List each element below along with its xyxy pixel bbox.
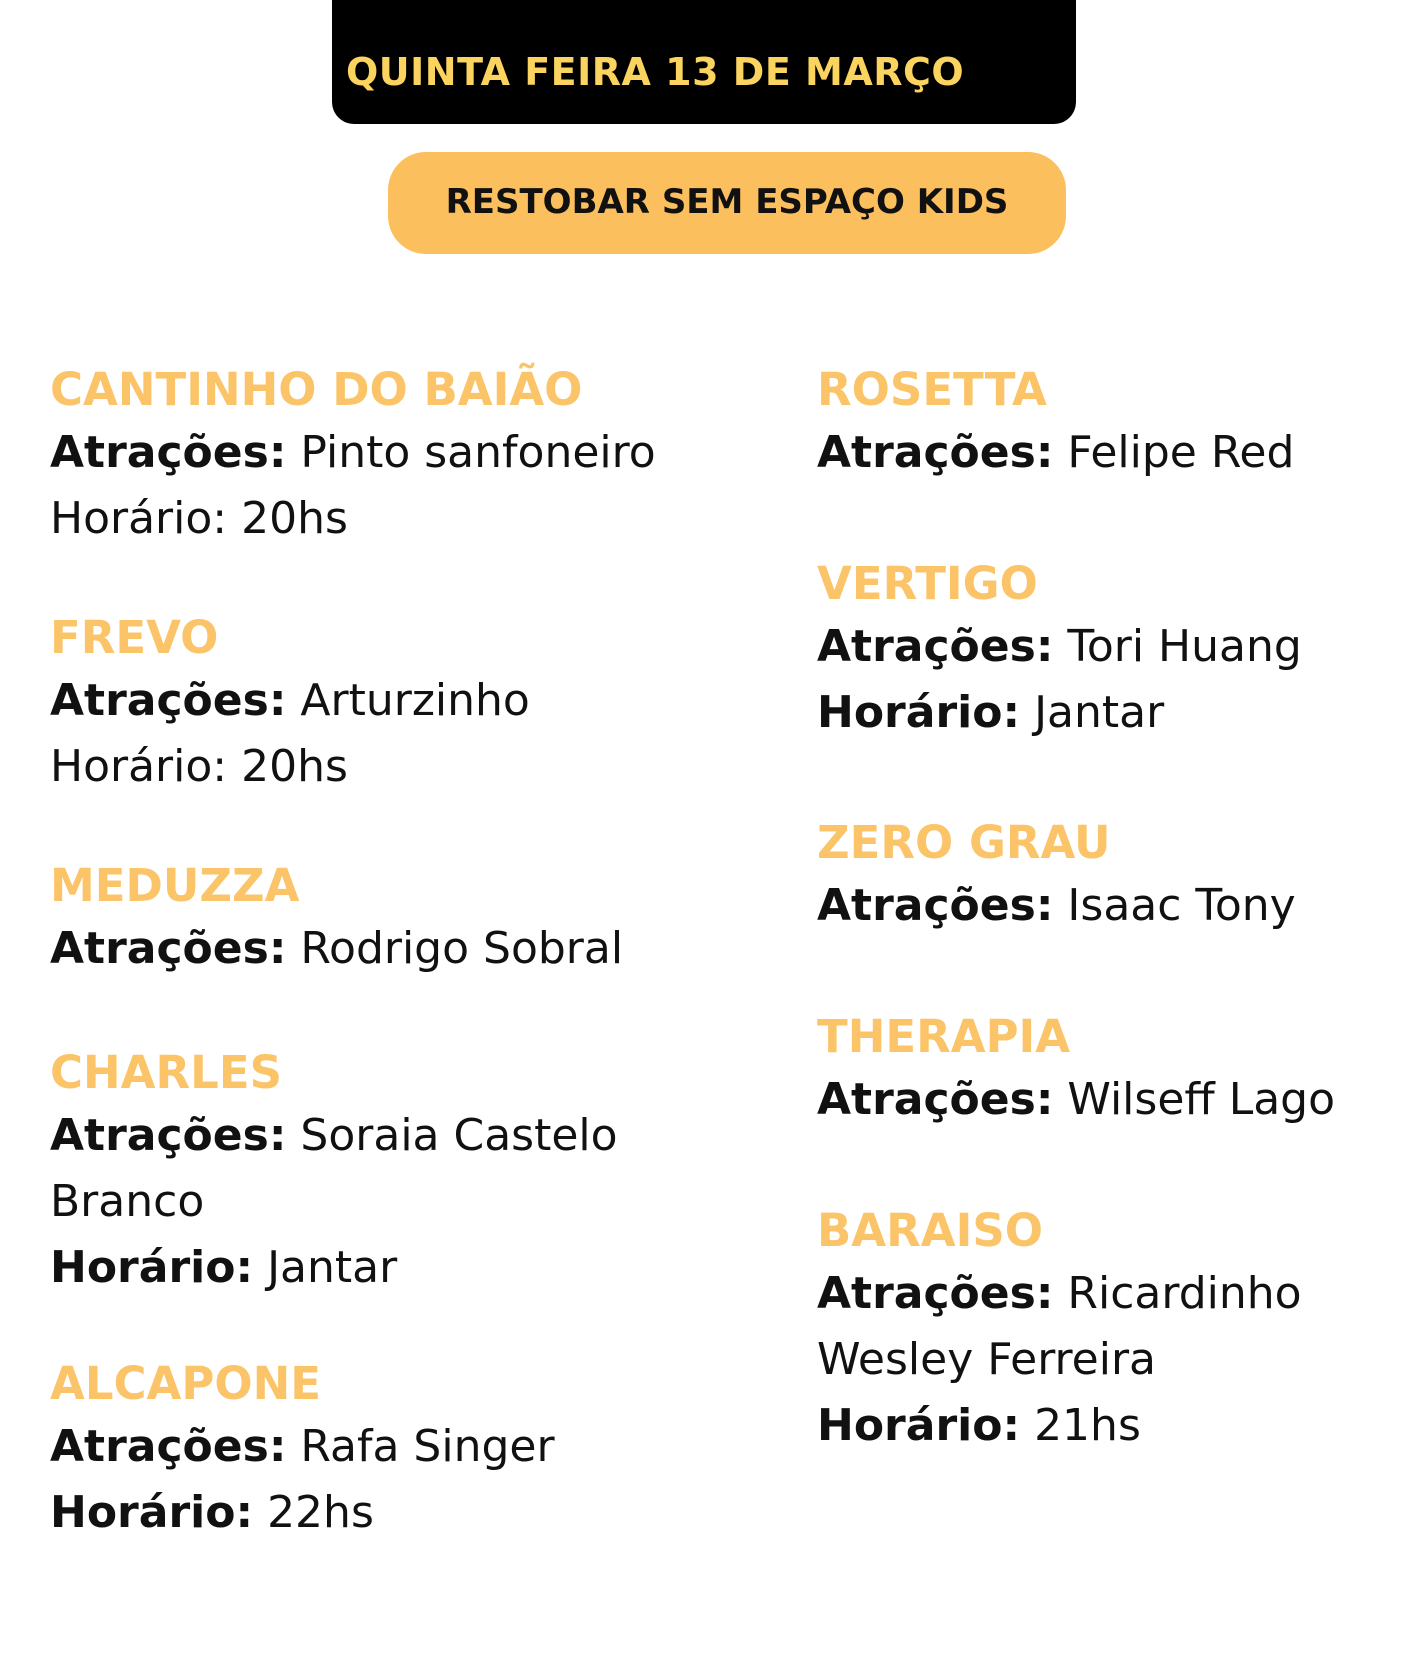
schedule-value: 21hs [1034, 1400, 1141, 1451]
attractions-line [50, 916, 770, 982]
attractions-label: Atrações: [817, 621, 1054, 672]
attractions-line [817, 1067, 1417, 1133]
venues-right-column [817, 360, 1417, 1459]
schedule-line [50, 1480, 770, 1546]
schedule-label: Horário: [817, 1400, 1021, 1451]
venue-title: CANTINHO DO BAIÃO [50, 363, 583, 416]
schedule-value: 22hs [267, 1487, 374, 1538]
venue-baraiso [817, 1201, 1417, 1459]
attractions-value: Isaac Tony [1067, 880, 1296, 931]
attractions-line [817, 1261, 1417, 1327]
venue-meduzza [50, 856, 770, 1043]
event-date: QUINTA FEIRA 13 DE MARÇO [346, 50, 965, 94]
attractions-label: Atrações: [817, 1074, 1054, 1125]
venue-zero-grau [817, 813, 1417, 1007]
venue-therapia [817, 1007, 1417, 1201]
schedule-line [817, 680, 1417, 746]
schedule-label: Horário: [817, 687, 1021, 738]
category-label: RESTOBAR SEM ESPAÇO KIDS [445, 182, 1009, 222]
attractions-line [50, 668, 770, 734]
date-banner [332, 0, 1076, 124]
attractions-label: Atrações: [817, 1268, 1054, 1319]
schedule-line: Horário: 20hs [50, 741, 348, 792]
attractions-value: Rodrigo Sobral [300, 923, 624, 974]
attractions-line [50, 420, 770, 486]
venue-title: VERTIGO [817, 557, 1038, 610]
schedule-line: Horário: 20hs [50, 493, 348, 544]
attractions-label: Atrações: [817, 880, 1054, 931]
venue-frevo [50, 608, 770, 856]
attractions-value: Soraia Castelo [300, 1110, 618, 1161]
venue-vertigo [817, 554, 1417, 813]
attractions-continuation: Branco [50, 1176, 205, 1227]
attractions-line [817, 873, 1417, 939]
venue-title: BARAISO [817, 1204, 1044, 1257]
attractions-value: Arturzinho [300, 675, 530, 726]
attractions-label: Atrações: [50, 675, 287, 726]
schedule-value: Jantar [1034, 687, 1165, 738]
venue-title: MEDUZZA [50, 859, 300, 912]
venue-title: ZERO GRAU [817, 816, 1111, 869]
attractions-line [817, 614, 1417, 680]
attractions-label: Atrações: [50, 923, 287, 974]
venue-alcapone [50, 1354, 770, 1546]
attractions-value: Felipe Red [1067, 427, 1295, 478]
attractions-label: Atrações: [50, 1421, 287, 1472]
venue-title: FREVO [50, 611, 219, 664]
venue-title: ALCAPONE [50, 1357, 321, 1410]
schedule-line [50, 1235, 770, 1301]
venue-title: THERAPIA [817, 1010, 1071, 1063]
attractions-continuation: Wesley Ferreira [817, 1334, 1157, 1385]
attractions-line [817, 420, 1417, 486]
venue-rosetta [817, 360, 1417, 554]
venue-charles [50, 1043, 770, 1354]
attractions-value: Pinto sanfoneiro [300, 427, 656, 478]
category-pill [388, 152, 1066, 254]
venues-left-column [50, 360, 770, 1546]
attractions-label: Atrações: [817, 427, 1054, 478]
venue-title: ROSETTA [817, 363, 1047, 416]
venue-title: CHARLES [50, 1046, 282, 1099]
attractions-line [50, 1103, 770, 1169]
attractions-value: Wilseff Lago [1067, 1074, 1336, 1125]
schedule-line [817, 1393, 1417, 1459]
schedule-label: Horário: [50, 1487, 254, 1538]
attractions-label: Atrações: [50, 1110, 287, 1161]
attractions-line [50, 1414, 770, 1480]
schedule-label: Horário: [50, 1242, 254, 1293]
attractions-value: Ricardinho [1067, 1268, 1302, 1319]
attractions-value: Tori Huang [1067, 621, 1302, 672]
attractions-label: Atrações: [50, 427, 287, 478]
schedule-value: Jantar [267, 1242, 398, 1293]
attractions-value: Rafa Singer [300, 1421, 555, 1472]
venue-cantinho-do-baiao [50, 360, 770, 608]
